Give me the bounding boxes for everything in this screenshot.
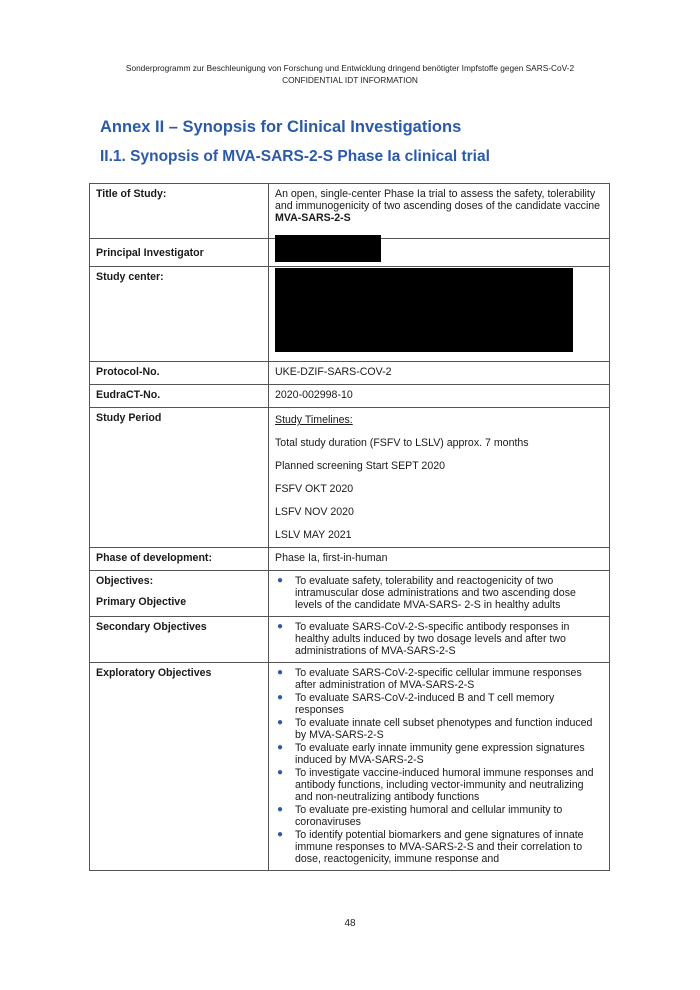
list-item: ● To investigate vaccine-induced humoral immune responses and antibody functions, including vector-immunity and neutralizing and non-neutralizing antibody functions: [277, 767, 594, 803]
list-item: ● To identify potential biomarkers and gene signatures of innate immune responses to MVA-SARS-2-S and their correlation to dose, reactogenicity, immune response and: [277, 829, 584, 865]
row-secondary-objectives: [90, 617, 610, 663]
row-study-period: [90, 408, 610, 548]
page-number: 48: [344, 918, 356, 929]
bullet-icon: ●: [277, 667, 284, 678]
list-item: ● To evaluate innate cell subset phenotypes and function induced by MVA-SARS-2-S: [277, 717, 593, 741]
secondary-objective-list: [275, 621, 603, 657]
header-program-line: Sonderprogramm zur Beschleunigung von Forschung und Entwicklung dringend benötigter Impfstoffe gegen SARS-CoV-2: [125, 63, 575, 73]
row-exploratory-objectives: [90, 663, 610, 871]
title-vaccine: MVA-SARS-2-S: [275, 212, 351, 224]
value-phase: Phase Ia, first-in-human: [269, 548, 610, 571]
list-item: ● To evaluate early innate immunity gene expression signatures induced by MVA-SARS-2-S: [277, 742, 585, 766]
exploratory-objective-list: [275, 667, 603, 865]
bullet-icon: ●: [277, 742, 284, 753]
list-item: ● To evaluate safety, tolerability and reactogenicity of two intramuscular dose administrations and two ascending dose levels of the candidate MVA-SARS- 2-S in healthy adults: [277, 575, 576, 611]
timeline-line: FSFV OKT 2020: [275, 483, 354, 495]
annex-title: Annex II – Synopsis for Clinical Investigations: [100, 118, 462, 136]
bullet-icon: ●: [277, 621, 284, 632]
row-principal-investigator: [90, 239, 610, 267]
redaction-block: [275, 268, 573, 352]
list-item: ● To evaluate SARS-CoV-2-specific cellular immune responses after administration of MVA-SARS-2-S: [277, 667, 582, 691]
label-secondary-objectives: Secondary Objectives: [90, 617, 269, 663]
list-item: ● To evaluate SARS-CoV-2-induced B and T cell memory responses: [277, 692, 555, 716]
timeline-line: LSLV MAY 2021: [275, 529, 352, 541]
list-item: ● To evaluate SARS-CoV-2-S-specific antibody responses in healthy adults induced by two dosage levels and after two administrations of MVA-SARS-2-S: [277, 621, 570, 657]
synopsis-table: [89, 183, 610, 871]
value-exploratory-objectives: [269, 663, 610, 871]
label-study-period: Study Period: [90, 408, 269, 548]
label-eudract: EudraCT-No.: [90, 385, 269, 408]
primary-objective-label: Primary Objective: [96, 596, 187, 608]
objectives-heading: Objectives:: [96, 575, 154, 587]
row-primary-objective: [90, 571, 610, 617]
value-study-period: [269, 408, 610, 548]
bullet-icon: ●: [277, 575, 284, 586]
timeline-line: Total study duration (FSFV to LSLV) approx. 7 months: [275, 437, 529, 449]
timeline-line: LSFV NOV 2020: [275, 506, 354, 518]
label-exploratory-objectives: Exploratory Objectives: [90, 663, 269, 871]
bullet-icon: ●: [277, 804, 284, 815]
row-title: [90, 184, 610, 239]
row-phase: [90, 548, 610, 571]
label-title: Title of Study:: [90, 184, 269, 239]
redaction-block: [275, 235, 381, 262]
document-header: [0, 62, 700, 86]
bullet-icon: ●: [277, 717, 284, 728]
timeline-line: Planned screening Start SEPT 2020: [275, 460, 446, 472]
value-study-center: [269, 267, 610, 362]
title-text: An open, single-center Phase Ia trial to assess the safety, tolerability and immunogenicity of two ascending doses of the candidate vaccine: [275, 188, 601, 212]
row-study-center: [90, 267, 610, 362]
timelines-heading: Study Timelines:: [275, 414, 353, 426]
list-item: ● To evaluate pre-existing humoral and cellular immunity to coronaviruses: [277, 804, 563, 828]
primary-objective-list: [275, 575, 603, 611]
row-eudract: [90, 385, 610, 408]
value-eudract: 2020-002998-10: [269, 385, 610, 408]
label-principal-investigator: Principal Investigator: [90, 239, 269, 267]
bullet-icon: ●: [277, 767, 284, 778]
section-title: II.1. Synopsis of MVA-SARS-2-S Phase Ia clinical trial: [100, 148, 490, 165]
bullet-icon: ●: [277, 829, 284, 840]
label-study-center: Study center:: [90, 267, 269, 362]
value-title: [269, 184, 610, 239]
header-confidential-line: CONFIDENTIAL IDT INFORMATION: [282, 75, 418, 85]
value-secondary-objectives: [269, 617, 610, 663]
row-protocol: [90, 362, 610, 385]
label-phase: Phase of development:: [90, 548, 269, 571]
value-principal-investigator: [269, 239, 610, 267]
value-primary-objective: [269, 571, 610, 617]
bullet-icon: ●: [277, 692, 284, 703]
label-protocol: Protocol-No.: [90, 362, 269, 385]
value-protocol: UKE-DZIF-SARS-COV-2: [269, 362, 610, 385]
label-objectives: [90, 571, 269, 617]
